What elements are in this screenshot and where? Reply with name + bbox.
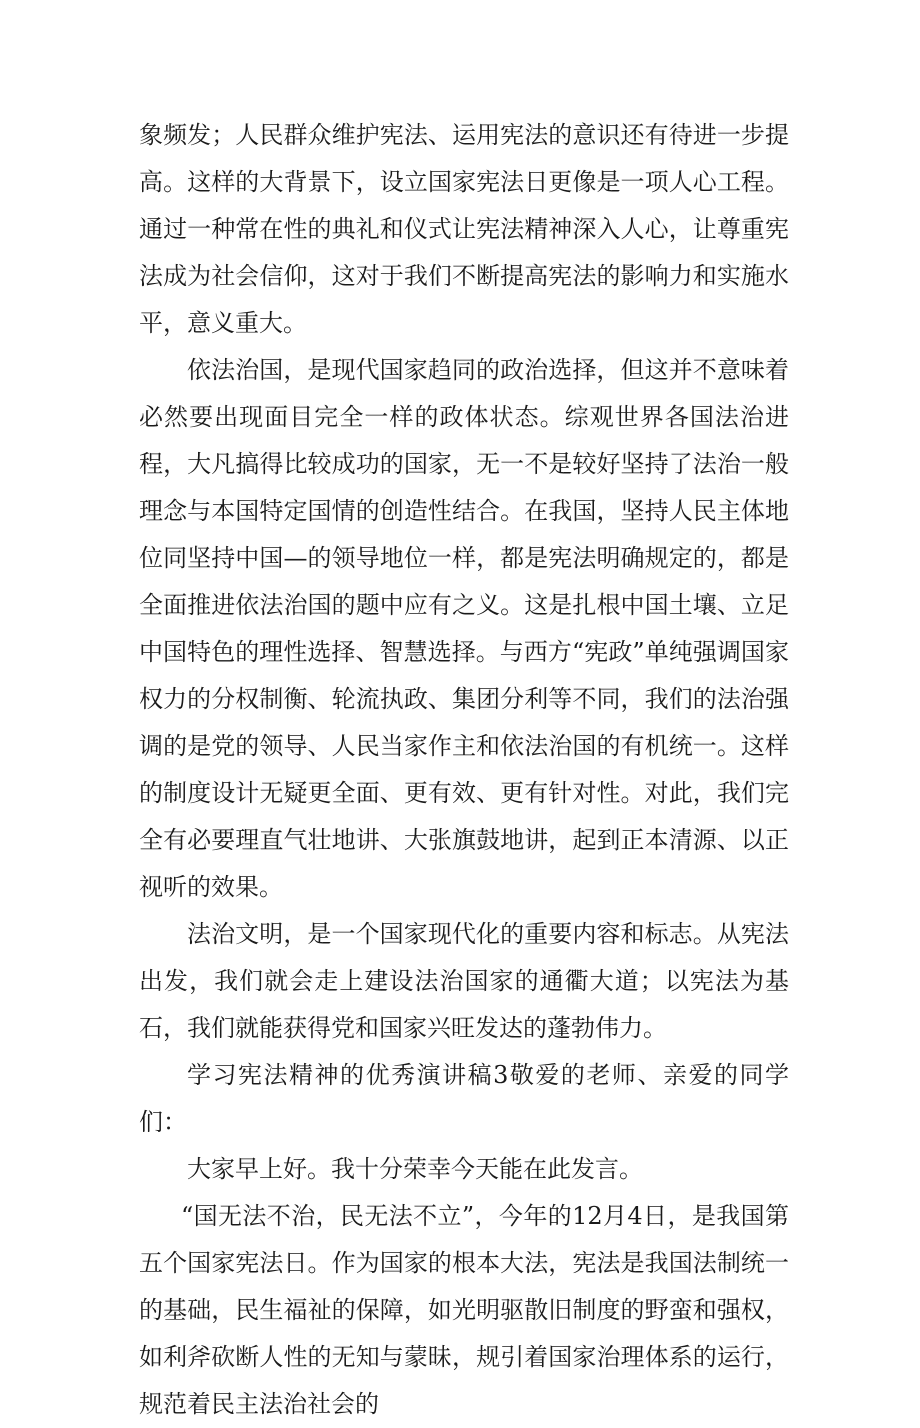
paragraph-legal-civilization: 法治文明，是一个国家现代化的重要内容和标志。从宪法出发，我们就会走上建设法治国家的通衢大道；以宪法为基石，我们就能获得党和国家兴旺发达的蓬勃伟力。 [139,920,789,1042]
speech-paragraph-constitution-day: “国无法不治，民无法不立”，今年的12月4日，是我国第五个国家宪法日。作为国家的根本大法，宪法是我国法制统一的基础，民生福祉的保障，如光明驱散旧制度的野蛮和强权，如利斧砍断人性的无知与蒙昧，规引着国家治理体系的运行，规范着民主法治社会的 [139,1202,789,1418]
paragraph-continuation: 象频发；人民群众维护宪法、运用宪法的意识还有待进一步提高。这样的大背景下，设立国家宪法日更像是一项人心工程。通过一种常在性的典礼和仪式让宪法精神深入人心，让尊重宪法成为社会信仰，这对于我们不断提高宪法的影响力和实施水平，意义重大。 [139,121,789,337]
document-body [139,112,789,1428]
speech-heading: 学习宪法精神的优秀演讲稿3敬爱的老师、亲爱的同学们： [139,1061,789,1136]
speech-greeting: 大家早上好。我十分荣幸今天能在此发言。 [187,1155,643,1183]
paragraph-rule-of-law: 依法治国，是现代国家趋同的政治选择，但这并不意味着必然要出现面目完全一样的政体状态。综观世界各国法治进程，大凡搞得比较成功的国家，无一不是较好坚持了法治一般理念与本国特定国情的创造性结合。在我国，坚持人民主体地位同坚持中国—的领导地位一样，都是宪法明确规定的，都是全面推进依法治国的题中应有之义。这是扎根中国土壤、立足中国特色的理性选择、智慧选择。与西方“宪政”单纯强调国家权力的分权制衡、轮流执政、集团分利等不同，我们的法治强调的是党的领导、人民当家作主和依法治国的有机统一。这样的制度设计无疑更全面、更有效、更有针对性。对此，我们完全有必要理直气壮地讲、大张旗鼓地讲，起到正本清源、以正视听的效果。 [139,356,789,901]
